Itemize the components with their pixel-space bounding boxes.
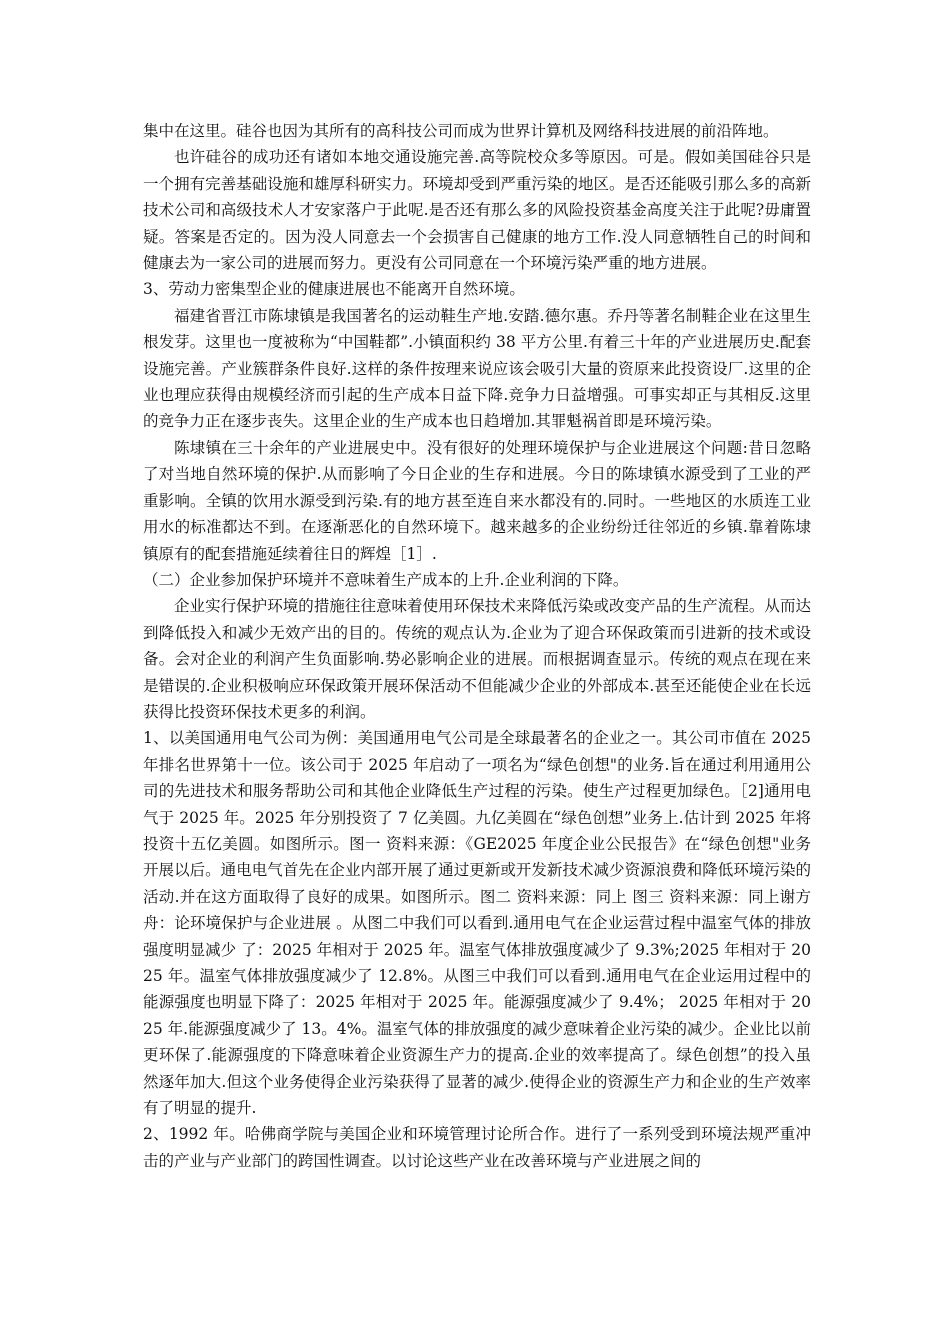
paragraph-chendai-history: 陈埭镇在三十余年的产业进展史中。没有很好的处理环境保护与企业进展这个问题:昔日忽略了对当地自然环境的保护.从而影响了今日企业的生存和进展。今日的陈埭镇水源受到了工业的严重影响。全镇的饮用水源受到污染.有的地方甚至连自来水都没有的.同时。一些地区的水质连工业用水的标准都达不到。在逐渐恶化的自然环境下。越来越多的企业纷纷迁往邻近的乡镇.靠着陈埭镇原有的配套措施延续着往日的辉煌［1］.: [143, 438, 811, 563]
paragraph-intro-continuation: 集中在这里。硅谷也因为其所有的高科技公司而成为世界计算机及网络科技进展的前沿阵地。: [143, 122, 779, 140]
paragraph-chendai-town: 福建省晋江市陈埭镇是我国著名的运动鞋生产地.安踏.德尔惠。乔丹等著名制鞋企业在这里生根发芽。这里也一度被称为“中国鞋都”.小镇面积约 38 平方公里.有着三十年的产业进展历史.配套设施完善。产业簇群条件良好.这样的条件按理来说应该会吸引大量的资原来此投资设厂.这里的企业也理应获得由规模经济而引起的生产成本日益下降.竞争力日益增强。可事实却正与其相反.这里的竞争力正在逐步丧失。这里企业的生产成本也日趋增加.其罪魁祸首即是环境污染。: [143, 306, 811, 431]
section-heading-cost-profit: （二）企业参加保护环境并不意味着生产成本的上升.企业利润的下降。: [143, 570, 629, 589]
paragraph-ge-example: 1、以美国通用电气公司为例：美国通用电气公司是全球最著名的企业之一。其公司市值在 2025 年排名世界第十一位。该公司于 2025 年启动了一项名为“绿色创想"的业务.旨在通过利用通用公司的先进技术和服务帮助公司和其他企业降低生产过程的污染。使生产过程更加绿色。［2]通用电气于 2025 年。2025 年分别投资了 7 亿美圆。九亿美圆在“绿色创想”业务上.估计到 2025 年将投资十五亿美圆。如图所示。图一 资料来源：《GE2025 年度企业公民报告》在“绿色创想"业务开展以后。通电电气首先在企业内部开展了通过更新或开发新技术减少资源浪费和降低环境污染的活动.并在这方面取得了良好的成果。如图所示。图二 资料来源：同上 图三 资料来源：同上谢方舟：论环境保护与企业进展 。从图二中我们可以看到.通用电气在企业运营过程中温室气体的排放强度明显减少 了：2025 年相对于 2025 年。温室气体排放强度减少了 9.3%;2025 年相对于 2025 年。温室气体排放强度减少了 12.8%。从图三中我们可以看到.通用电气在企业运用过程中的能源强度也明显下降了：2025 年相对于 2025 年。能源强度减少了 9.4%； 2025 年相对于 2025 年.能源强度减少了 13。4%。温室气体的排放强度的减少意味着企业污染的减少。企业比以前更环保了.能源强度的下降意味着企业资源生产力的提高.企业的效率提高了。绿色创想”的投入虽然逐年加大.但这个业务使得企业污染获得了显著的减少.使得企业的资源生产力和企业的生产效率有了明显的提升.: [143, 729, 811, 1118]
paragraph-harvard-study: 2、1992 年。哈佛商学院与美国企业和环境管理讨论所合作。进行了一系列受到环境法规严重冲击的产业与产业部门的跨国性调查。以讨论这些产业在改善环境与产业进展之间的: [143, 1125, 811, 1170]
paragraph-silicon-valley: 也许硅谷的成功还有诸如本地交通设施完善.高等院校众多等原因。可是。假如美国硅谷只是一个拥有完善基础设施和雄厚科研实力。环境却受到严重污染的地区。是否还能吸引那么多的高新技术公司和高级技术人才安家落户于此呢.是否还有那么多的风险投资基金高度关注于此呢?毋庸置疑。答案是否定的。因为没人同意去一个会损害自己健康的地方工作.没人同意牺牲自己的时间和健康去为一家公司的进展而努力。更没有公司同意在一个环境污染严重的地方进展。: [143, 148, 811, 273]
section-heading-labor-intensive: 3、劳动力密集型企业的健康进展也不能离开自然环境。: [143, 280, 525, 299]
paragraph-environmental-measures: 企业实行保护环境的措施往往意味着使用环保技术来降低污染或改变产品的生产流程。从而达到降低投入和减少无效产出的目的。传统的观点认为.企业为了迎合环保政策而引进新的技术或设备。会对企业的利润产生负面影响.势必影响企业的进展。而根据调查显示。传统的观点在现在来是错误的.企业积极响应环保政策开展环保活动不但能减少企业的外部成本.甚至还能使企业在长远获得比投资环保技术更多的利润。: [143, 597, 811, 721]
document-body: [143, 118, 811, 1174]
